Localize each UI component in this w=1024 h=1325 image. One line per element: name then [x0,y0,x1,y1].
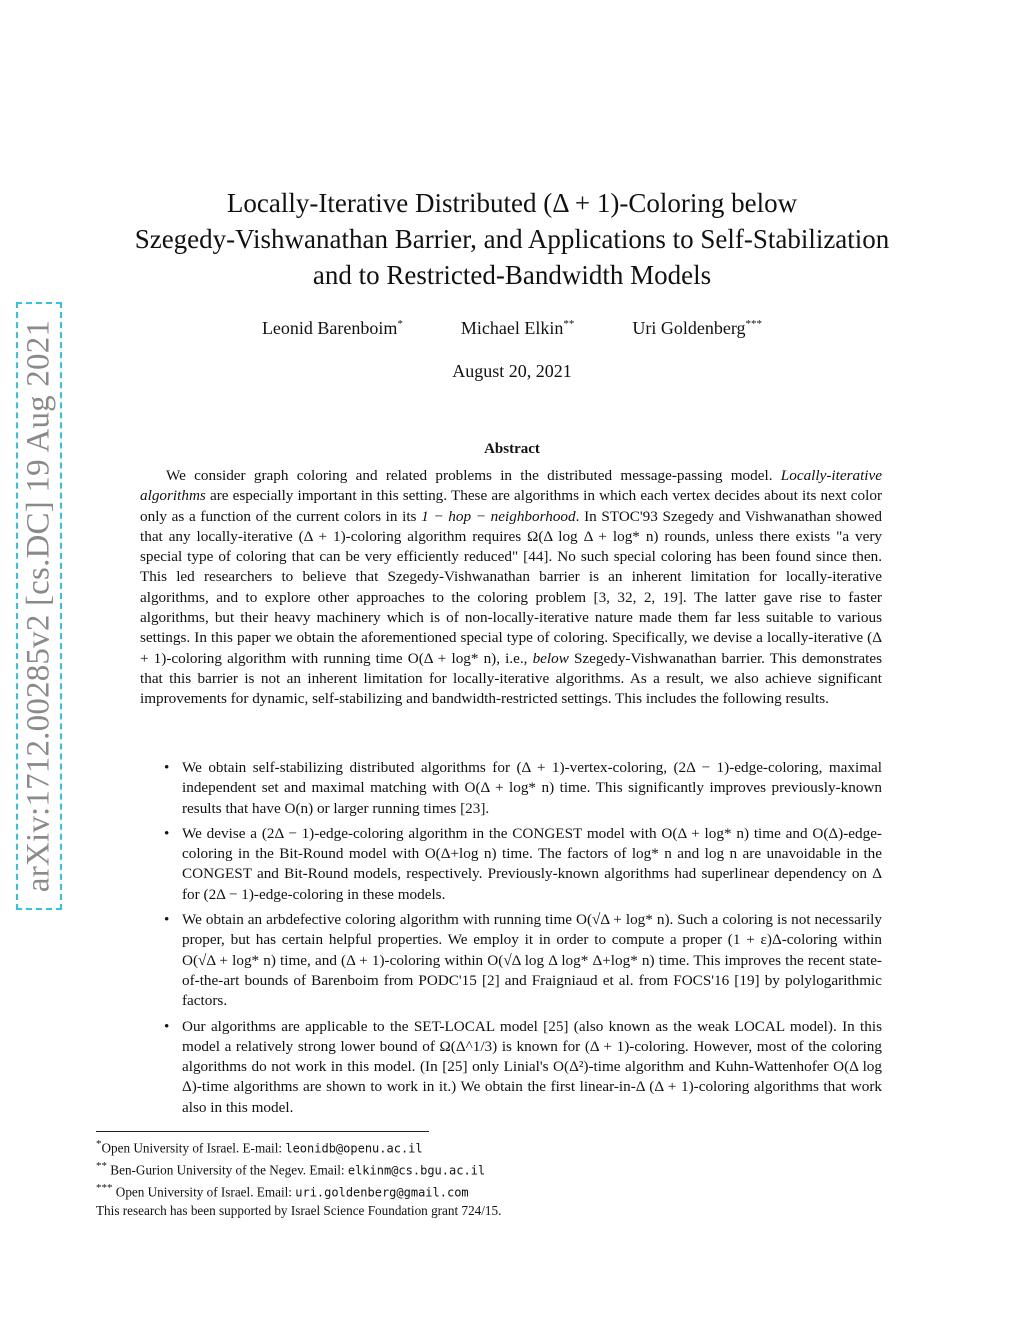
results-list [160,758,882,1123]
email-link[interactable]: uri.goldenberg@gmail.com [295,1185,469,1200]
bullet-icon: • [164,824,170,842]
bullet-icon: • [164,1017,170,1035]
footnote-divider [96,1131,429,1132]
list-item: • Our algorithms are applicable to the SET-LOCAL model [25] (also known as the weak LOCAL model). In this model a relatively strong lower bound of Ω(Δ^1/3) is known for (Δ + 1)-coloring. However, most of the coloring algorithms do not work in this model. (In [25] only Linial's O(Δ²)-time algorithm and Kuhn-Wattenhofer O(Δ log Δ)-time algorithms are shown to work in it.) We obtain the first linear-in-Δ (Δ + 1)-coloring algorithms that work also in this model. [164,1017,882,1116]
footnotes [96,1136,928,1219]
author: Michael Elkin** [460,318,575,338]
abstract-body: We consider graph coloring and related problems in the distributed message-passing model. Locally-iterative algorithms are especially important in this setting. These are algorithms in which each vertex decides about its next color only as a function of the current colors in its 1 − hop − neighborhood. In STOC'93 Szegedy and Vishwanathan showed that any locally-iterative (Δ + 1)-coloring algorithm requires Ω(Δ log Δ + log* n) rounds, unless there exists "a very special type of coloring that can be very efficiently reduced" [44]. No such special coloring has been found since then. This led researchers to believe that Szegedy-Vishwanathan barrier is an inherent limitation for locally-iterative algorithms, and to explore other approaches to the coloring problem [3, 32, 2, 19]. The latter gave rise to faster algorithms, but their heavy machinery which is of non-locally-iterative nature made them far less suitable to various settings. In this paper we obtain the aforementioned special type of coloring. Specifically, we devise a locally-iterative (Δ + 1)-coloring algorithm with running time O(Δ + log* n), i.e., below Szegedy-Vishwanathan barrier. This demonstrates that this barrier is not an inherent limitation for locally-iterative algorithms. As a result, we also achieve significant improvements for dynamic, self-stabilizing and bandwidth-restricted settings. This includes the following results. [140,467,883,708]
citation-link[interactable]: [25] [543,1017,569,1035]
arxiv-sidebar-stamp [16,302,62,910]
abstract-heading: Abstract [484,441,540,457]
citation-link[interactable]: [3, 32, 2, 19] [593,588,683,606]
paper-title [96,185,928,293]
author-footnote-mark: *** [745,318,763,330]
email-link[interactable]: leonidb@openu.ac.il [285,1141,423,1156]
citation-link[interactable]: [2] [481,971,500,989]
list-item: • We obtain an arbdefective coloring algorithm with running time O(√Δ + log* n). Such a coloring is not necessarily proper, but has certain helpful properties. We employ it in order to compute a proper (1 + ε)Δ-coloring within O(√Δ + log* n) time, and (Δ + 1)-coloring within O(√Δ log Δ log* Δ+log* n) time. This improves the recent state-of-the-art bounds of Barenboim from PODC'15 [2] and Fraigniaud et al. from FOCS'16 [19] by polylogarithmic factors. [164,911,883,1010]
arxiv-id: arXiv:1712.00285v2 [cs.DC] 19 Aug 2021 [20,319,57,893]
title-line-3: and to Restricted-Bandwidth Models [312,260,712,290]
author: Leonid Barenboim* [261,318,403,338]
author: Uri Goldenberg*** [632,318,763,338]
footnote: *Open University of Israel. E-mail: leonidb@openu.ac.il [96,1138,423,1156]
list-item: • We devise a (2Δ − 1)-edge-coloring algorithm in the CONGEST model with O(Δ + log* n) time and O(Δ)-edge-coloring in the Bit-Round model with O(Δ+log n) time. The factors of log* n and log n are unavoidable in the CONGEST and Bit-Round models, respectively. Previously-known algorithms had superlinear dependency on Δ for (2Δ − 1)-edge-coloring in these models. [164,824,882,903]
footnote: ** Ben-Gurion University of the Negev. Email: elkinm@cs.bgu.ac.il [96,1159,486,1178]
title-line-1: Locally-Iterative Distributed (Δ + 1)-Coloring below [226,188,798,218]
author-list [96,318,928,339]
author-footnote-mark: * [397,318,403,330]
citation-link[interactable]: [44] [523,548,549,566]
citation-link[interactable]: [23] [460,799,486,817]
paper-date: August 20, 2021 [452,361,572,381]
list-item: • We obtain self-stabilizing distributed algorithms for (Δ + 1)-vertex-coloring, (2Δ − 1)-edge-coloring, maximal independent set and maximal matching with O(Δ + log* n) time. This significantly improves previously-known results that have O(n) or larger running times [23]. [164,759,882,817]
funding-note: This research has been supported by Israel Science Foundation grant 724/15. [96,1202,502,1218]
bullet-icon: • [164,911,170,929]
title-line-2: Szegedy-Vishwanathan Barrier, and Applications to Self-Stabilization [134,224,890,254]
author-footnote-mark: ** [563,318,575,330]
footnote: *** Open University of Israel. Email: uri.goldenberg@gmail.com [96,1181,469,1200]
bullet-icon: • [164,759,170,776]
email-link[interactable]: elkinm@cs.bgu.ac.il [347,1163,486,1178]
